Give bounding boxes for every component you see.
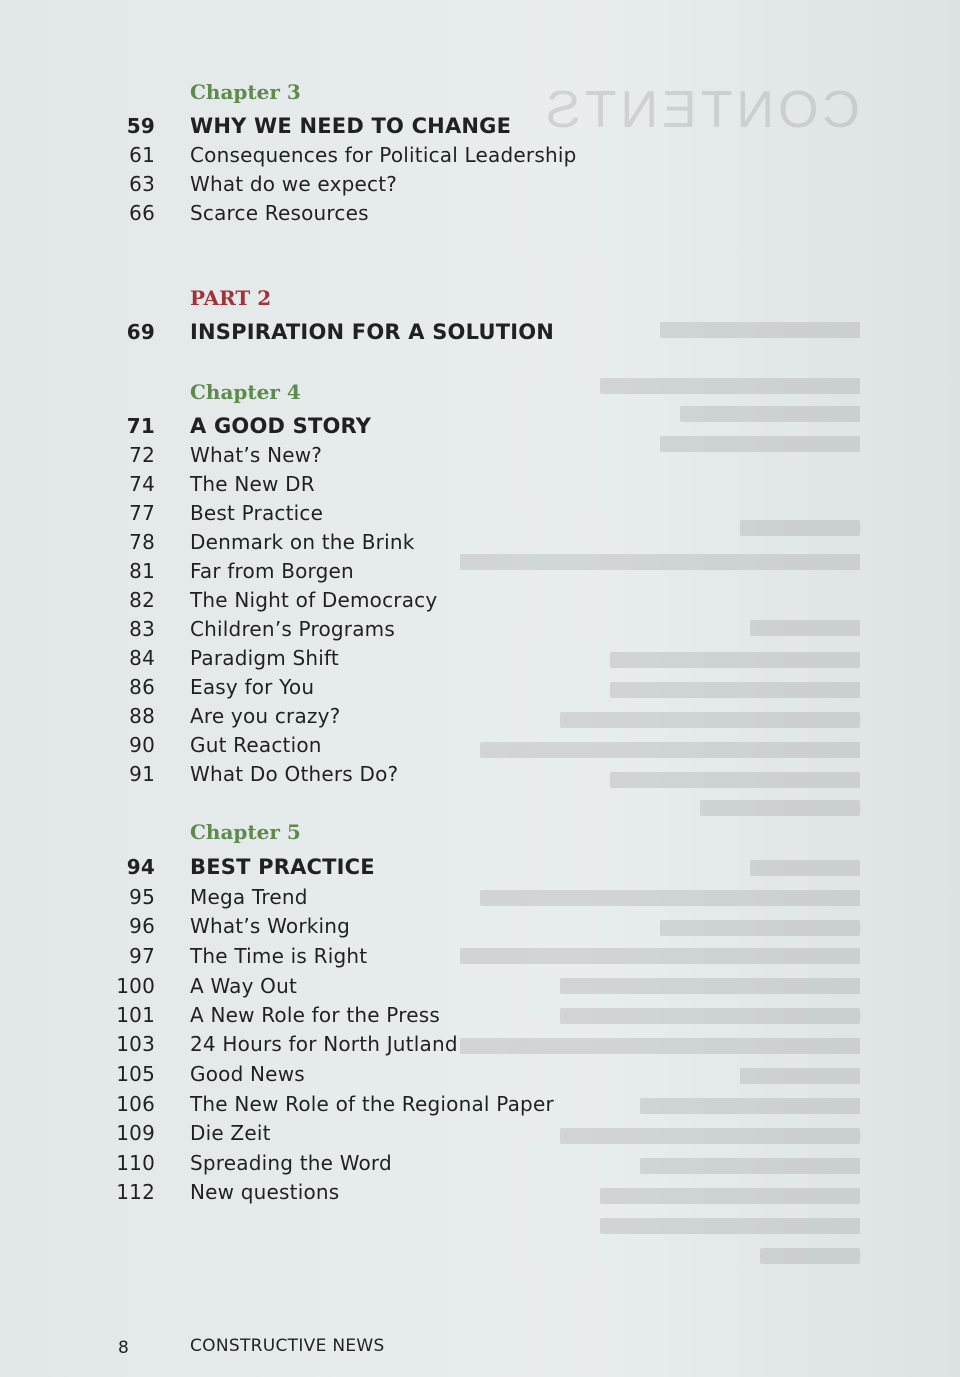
page-number: 103 — [116, 1032, 155, 1056]
page-number: 77 — [129, 501, 155, 525]
toc-entry[interactable] — [0, 617, 960, 646]
entry-title: Paradigm Shift — [190, 646, 339, 670]
entry-title: Best Practice — [190, 501, 324, 525]
entry-title: Far from Borgen — [190, 559, 354, 583]
page-number: 78 — [129, 530, 155, 554]
toc-entry[interactable] — [0, 320, 960, 349]
page-number: 88 — [129, 704, 155, 728]
toc-entry[interactable] — [0, 885, 960, 914]
page-number: 100 — [116, 974, 155, 998]
toc-entry[interactable] — [0, 201, 960, 230]
toc-entry[interactable] — [0, 646, 960, 675]
toc-entry[interactable] — [0, 914, 960, 943]
entry-title: A New Role for the Press — [190, 1003, 440, 1027]
toc-entry[interactable] — [0, 974, 960, 1003]
entry-title: Easy for You — [190, 675, 315, 699]
toc-entry[interactable] — [0, 114, 960, 143]
toc-entry[interactable] — [0, 588, 960, 617]
entry-title: The Time is Right — [190, 944, 368, 968]
page-number: 84 — [129, 646, 155, 670]
chapter-heading: WHY WE NEED TO CHANGE — [190, 114, 512, 138]
entry-title: Denmark on the Brink — [190, 530, 415, 554]
chapter-heading: A GOOD STORY — [190, 414, 372, 438]
page-number: 83 — [129, 617, 155, 641]
entry-title: Mega Trend — [190, 885, 308, 909]
page-number: 109 — [116, 1121, 155, 1145]
entry-title: Scarce Resources — [190, 201, 369, 225]
entry-title: What do we expect? — [190, 172, 398, 196]
page-number: 112 — [116, 1180, 155, 1204]
toc-entry[interactable] — [0, 944, 960, 973]
toc-entry[interactable] — [0, 762, 960, 791]
page-number: 94 — [126, 855, 155, 879]
page-number: 69 — [126, 320, 155, 344]
toc-entry[interactable] — [0, 559, 960, 588]
running-footer-title: CONSTRUCTIVE NEWS — [190, 1336, 385, 1356]
part-label: PART 2 — [190, 286, 272, 310]
toc-entry[interactable] — [0, 172, 960, 201]
toc-entry[interactable] — [0, 704, 960, 733]
entry-title: What Do Others Do? — [190, 762, 399, 786]
toc-entry[interactable] — [0, 1092, 960, 1121]
page-number: 86 — [129, 675, 155, 699]
folio-page-number: 8 — [118, 1338, 129, 1358]
toc-entry[interactable] — [0, 443, 960, 472]
toc-entry[interactable] — [0, 530, 960, 559]
page-number: 61 — [129, 143, 155, 167]
chapter-label: Chapter 4 — [190, 380, 301, 404]
toc-entry[interactable] — [0, 733, 960, 762]
entry-title: The New Role of the Regional Paper — [190, 1092, 554, 1116]
toc-entry[interactable] — [0, 414, 960, 443]
page-number: 101 — [116, 1003, 155, 1027]
toc-entry[interactable] — [0, 1121, 960, 1150]
chapter-label: Chapter 5 — [190, 820, 301, 844]
page-number: 71 — [126, 414, 155, 438]
entry-title: Die Zeit — [190, 1121, 271, 1145]
entry-title: A Way Out — [190, 974, 298, 998]
page-number: 95 — [129, 885, 155, 909]
entry-title: Children’s Programs — [190, 617, 395, 641]
entry-title: Are you crazy? — [190, 704, 341, 728]
page-number: 81 — [129, 559, 155, 583]
entry-title: Consequences for Political Leadership — [190, 143, 577, 167]
toc-entry[interactable] — [0, 855, 960, 884]
page-number: 63 — [129, 172, 155, 196]
chapter-heading: BEST PRACTICE — [190, 855, 375, 879]
toc-entry[interactable] — [0, 501, 960, 530]
page-number: 106 — [116, 1092, 155, 1116]
entry-title: The Night of Democracy — [190, 588, 438, 612]
entry-title: Spreading the Word — [190, 1151, 392, 1175]
show-through-text: CONTENTS — [440, 60, 880, 1280]
toc-entry[interactable] — [0, 143, 960, 172]
entry-title: Good News — [190, 1062, 305, 1086]
page-number: 72 — [129, 443, 155, 467]
page-number: 110 — [116, 1151, 155, 1175]
page-number: 105 — [116, 1062, 155, 1086]
entry-title: Gut Reaction — [190, 733, 322, 757]
toc-entry[interactable] — [0, 1151, 960, 1180]
page-number: 97 — [129, 944, 155, 968]
toc-entry[interactable] — [0, 1003, 960, 1032]
toc-entry[interactable] — [0, 675, 960, 704]
entry-title: The New DR — [190, 472, 315, 496]
page-number: 59 — [126, 114, 155, 138]
toc-entry[interactable] — [0, 1180, 960, 1209]
entry-title: What’s New? — [190, 443, 323, 467]
part-heading: INSPIRATION FOR A SOLUTION — [190, 320, 555, 344]
toc-entry[interactable] — [0, 1062, 960, 1091]
chapter-label: Chapter 3 — [190, 80, 301, 104]
toc-entry[interactable] — [0, 1032, 960, 1061]
page-number: 96 — [129, 914, 155, 938]
toc-entry[interactable] — [0, 472, 960, 501]
page-number: 82 — [129, 588, 155, 612]
page-number: 66 — [129, 201, 155, 225]
page-number: 90 — [129, 733, 155, 757]
entry-title: 24 Hours for North Jutland — [190, 1032, 458, 1056]
page-number: 91 — [129, 762, 155, 786]
entry-title: What’s Working — [190, 914, 351, 938]
page-number: 74 — [129, 472, 155, 496]
entry-title: New questions — [190, 1180, 340, 1204]
